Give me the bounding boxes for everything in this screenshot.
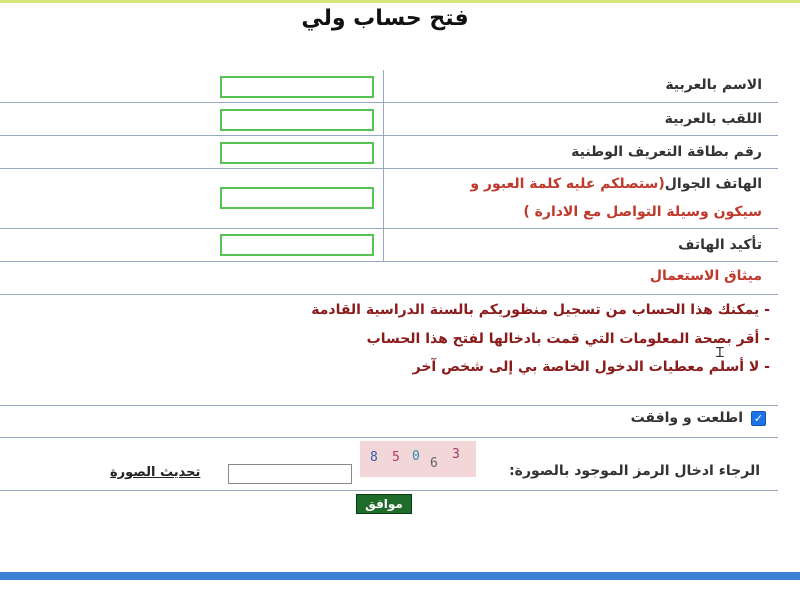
charter-item: - يمكنك هذا الحساب من تسجيل منظوريكم بالسنة الدراسية القادمة (311, 302, 770, 318)
divider (0, 294, 778, 295)
mobile-phone-label (470, 176, 762, 192)
refresh-captcha-link[interactable]: تحديث الصورة (110, 465, 201, 480)
last-name-field[interactable] (220, 109, 374, 131)
submit-button[interactable]: موافق (356, 494, 412, 514)
divider (0, 261, 778, 262)
text-cursor-icon: Ɪ (716, 345, 724, 361)
agreement-row (631, 410, 766, 426)
top-accent-line (0, 0, 800, 3)
agreement-label: اطلعت و وافقت (630, 410, 743, 426)
divider (0, 168, 778, 169)
confirm-phone-label: تأكيد الهاتف (678, 237, 762, 253)
page-title: فتح حساب ولي (301, 6, 469, 31)
captcha-char: 0 (412, 449, 420, 464)
confirm-phone-field[interactable] (220, 234, 374, 256)
mobile-phone-note-line1: (ستصلكم عليه كلمة العبور و (470, 176, 665, 192)
captcha-image (360, 441, 476, 477)
captcha-input[interactable] (228, 464, 352, 484)
charter-item: - لا أسلم معطيات الدخول الخاصة بي إلى شخص آخر (412, 359, 770, 375)
divider (0, 437, 778, 438)
divider (0, 135, 778, 136)
divider (0, 405, 778, 406)
captcha-char: 3 (452, 447, 460, 462)
divider (0, 102, 778, 103)
charter-item: - أقر بصحة المعلومات التي قمت بادخالها لفتح هذا الحساب (366, 331, 770, 347)
column-divider (383, 70, 384, 261)
last-name-label: اللقب بالعربية (664, 111, 762, 127)
first-name-field[interactable] (220, 76, 374, 98)
mobile-phone-field[interactable] (220, 187, 374, 209)
mobile-phone-label-prefix: الهاتف الجوال (664, 176, 762, 192)
first-name-label: الاسم بالعربية (665, 77, 762, 93)
divider (0, 228, 778, 229)
bottom-bar (0, 572, 800, 580)
national-id-field[interactable] (220, 142, 374, 164)
charter-heading: ميثاق الاستعمال (649, 268, 762, 284)
captcha-char: 8 (370, 450, 378, 465)
divider (0, 490, 778, 491)
agreement-checkbox[interactable]: ✓ (751, 411, 766, 426)
captcha-char: 6 (430, 456, 438, 471)
captcha-label: الرجاء ادخال الرمز الموجود بالصورة: (509, 463, 760, 479)
mobile-phone-note-line2: سيكون وسيلة التواصل مع الادارة ) (523, 204, 762, 220)
captcha-char: 5 (392, 450, 400, 465)
national-id-label: رقم بطاقة التعريف الوطنية (571, 144, 762, 160)
